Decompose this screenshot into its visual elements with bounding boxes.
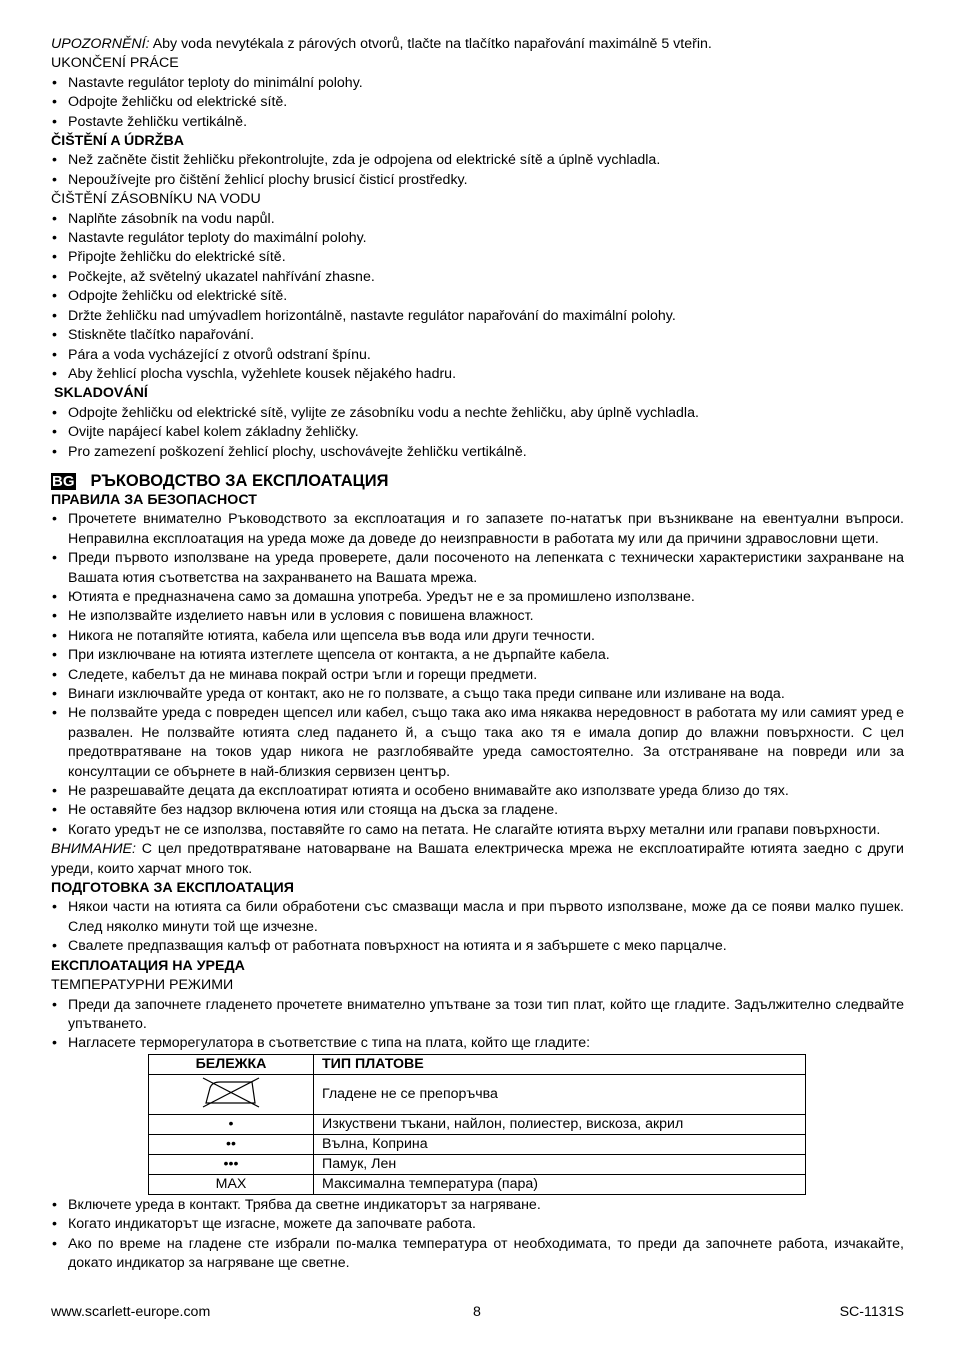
- list-item: • Nastavte regulátor teploty do minimální polohy.: [51, 74, 904, 93]
- list-item: • Някои части на ютията са били обработени със смазващи масла и при първото използване, може да се появи малко пушек. След няколко минути той ще изчезне.: [51, 898, 904, 937]
- bg-safety-list: [51, 510, 904, 840]
- cz-storage-title: SKLADOVÁNÍ: [54, 385, 148, 402]
- list-item: • Nepoužívejte pro čištění žehlicí plochy brusicí čisticí prostředky.: [51, 171, 904, 190]
- table-header-fabric: ТИП ПЛАТОВЕ: [314, 1054, 806, 1074]
- language-badge: BG: [52, 472, 75, 490]
- list-item: • Odpojte žehličku od elektrické sítě.: [51, 287, 904, 306]
- table-cell-mark: [149, 1074, 314, 1114]
- table-row: [149, 1174, 806, 1194]
- table-cell-fabric: Максимална температура (пара): [314, 1174, 806, 1194]
- cz-clean-title: ČIŠTĚNÍ A ÚDRŽBA: [51, 133, 184, 150]
- list-item: • Винаги изключвайте уреда от контакт, ако не го ползвате, а също така преди сипване или изливане на вода.: [51, 685, 904, 704]
- list-item: • Naplňte zásobník na vodu napůl.: [51, 210, 904, 229]
- list-item: • Не използвайте изделието навън или в условия с повишена влажност.: [51, 607, 904, 626]
- list-item: • Nastavte regulátor teploty do maximální polohy.: [51, 229, 904, 248]
- list-item: • Не ползвайте уреда с повреден щепсел или кабел, също така ако има някаква нередовност в работата му или самият уред е развален. Не ползвайте ютията след падането й, а също така ако тя е имала допир до влажни повърхности. С цел предотвратяване на токов удар никога не разглобявайте уреда самостоятелно. За отстраняване на повреди или за консултации се обърнете в най-близкия сервизен център.: [51, 704, 904, 782]
- table-cell-fabric: Гладене не се препоръчва: [314, 1074, 806, 1114]
- bg-attention: [51, 840, 904, 879]
- list-item: • Stiskněte tlačítko napařování.: [51, 326, 904, 345]
- model-number: SC-1131S: [839, 1304, 904, 1320]
- list-item: • Počkejte, až světelný ukazatel nahřívání zhasne.: [51, 268, 904, 287]
- bg-section-title: РЪКОВОДСТВО ЗА ЕКСПЛОАТАЦИЯ: [90, 471, 389, 490]
- list-item: • Когато индикаторът ще изгасне, можете да започвате работа.: [51, 1215, 904, 1234]
- cz-clean-list: [51, 151, 904, 190]
- cz-end-list: [51, 74, 904, 132]
- list-item: • Не оставяйте без надзор включена ютия или стояща на дъска за гладене.: [51, 801, 904, 820]
- fabric-temperature-table: [148, 1054, 806, 1195]
- list-item: • Připojte žehličku do elektrické sítě.: [51, 248, 904, 267]
- bg-use-title: ЕКСПЛОАТАЦИЯ НА УРЕДА: [51, 957, 245, 974]
- list-item: • Pára a voda vycházející z otvorů odstraní špínu.: [51, 346, 904, 365]
- cz-warning: [51, 35, 904, 54]
- list-item: • Postavte žehličku vertikálně.: [51, 113, 904, 132]
- bg-prep-list: [51, 898, 904, 956]
- list-item: • Odpojte žehličku od elektrické sítě, vylijte ze zásobníku vodu a nechte žehličku, aby úplně vychladla.: [51, 404, 904, 423]
- list-item: • Свалете предпазващия калъф от работната повърхност на ютията и я забършете с меко парцалче.: [51, 937, 904, 956]
- cz-end-title: UKONČENÍ PRÁCE: [51, 55, 179, 72]
- page-number: 8: [473, 1304, 481, 1320]
- list-item: • Držte žehličku nad umývadlem horizontálně, nastavte regulátor napařování do maximální polohy.: [51, 307, 904, 326]
- no-iron-icon: [200, 1076, 262, 1108]
- bg-section-heading: [51, 472, 904, 491]
- bg-attention-label: ВНИМАНИЕ:: [51, 841, 136, 858]
- list-item: • Прочетете внимателно Ръководството за експлоатация и го запазете по-нататък при възникване на евентуални въпроси. Неправилна експлоатация на уреда може да доведе до неизправности в работата му или да причини здравословни щети.: [51, 510, 904, 549]
- table-cell-fabric: Памук, Лен: [314, 1154, 806, 1174]
- list-item: • Нагласете терморегулатора в съответствие с типа на плата, който ще гладите:: [51, 1034, 904, 1053]
- list-item: • Pro zamezení poškození žehlicí plochy, uschovávejte žehličku vertikálně.: [51, 443, 904, 462]
- table-cell-mark: •: [149, 1114, 314, 1134]
- cz-storage-list: [51, 404, 904, 462]
- list-item: • Когато уредът не се използва, поставяйте го само на петата. Не слагайте ютията върху метални или грапави повърхности.: [51, 821, 904, 840]
- list-item: • Преди да започнете гладенето прочетете внимателно упътване за този тип плат, който ще гладите. Задължително следвайте упътването.: [51, 996, 904, 1035]
- list-item: • Ако по време на гладене сте избрали по-малка температура от необходимата, то преди да започнете работа, изчакайте, докато индикатор за нагряване ще светне.: [51, 1235, 904, 1274]
- table-row: [149, 1114, 806, 1134]
- table-cell-mark: MAX: [149, 1174, 314, 1194]
- table-cell-fabric: Изкуствени тъкани, найлон, полиестер, вискоза, акрил: [314, 1114, 806, 1134]
- bg-safety-title: ПРАВИЛА ЗА БЕЗОПАСНОСТ: [51, 491, 257, 508]
- table-header-note: БЕЛЕЖКА: [149, 1054, 314, 1074]
- list-item: • Ютията е предназначена само за домашна употреба. Уредът не е за промишлено използване.: [51, 588, 904, 607]
- bg-temp-list: [51, 996, 904, 1054]
- cz-tank-title: ČIŠTĚNÍ ZÁSOBNÍKU NA VODU: [51, 191, 261, 208]
- manual-page: [51, 35, 904, 1273]
- list-item: • Включете уреда в контакт. Трябва да светне индикаторът за нагряване.: [51, 1196, 904, 1215]
- bg-prep-title: ПОДГОТОВКА ЗА ЕКСПЛОАТАЦИЯ: [51, 880, 294, 897]
- list-item: • Никога не потапяйте ютията, кабела или щепсела във вода или други течности.: [51, 627, 904, 646]
- cz-warning-text: Aby voda nevytékala z párových otvorů, tlačte na tlačítko napařování maximálně 5 vteřin.: [149, 36, 712, 52]
- table-header-row: [149, 1054, 806, 1074]
- bg-temp-title: ТЕМПЕРАТУРНИ РЕЖИМИ: [51, 977, 234, 994]
- list-item: • Преди първото използване на уреда проверете, дали посоченото на лепенката с технически характеристики захранване на Вашата ютия съответства на захранването на Вашата мрежа.: [51, 549, 904, 588]
- cz-tank-list: [51, 210, 904, 385]
- table-cell-mark: •••: [149, 1154, 314, 1174]
- list-item: • Aby žehlicí plocha vyschla, vyžehlete kousek nějakého hadru.: [51, 365, 904, 384]
- list-item: • Не разрешавайте децата да експлоатират ютията и особено внимавайте ако използвате уреда близо до тях.: [51, 782, 904, 801]
- bg-attention-text: С цел предотвратяване натоварване на Вашата електрическа мрежа не експлоатирайте ютията заедно с други уреди, които харчат много ток.: [51, 841, 904, 877]
- list-item: • Než začněte čistit žehličku překontrolujte, zda je odpojena od elektrické sítě a úplně vychladla.: [51, 151, 904, 170]
- cz-warning-label: UPOZORNĚNÍ:: [51, 36, 150, 52]
- list-item: • При изключване на ютията изтеглете щепсела от контакта, а не дърпайте кабела.: [51, 646, 904, 665]
- footer-website[interactable]: www.scarlett-europe.com: [51, 1304, 211, 1320]
- list-item: • Ovijte napájecí kabel kolem základny žehličky.: [51, 423, 904, 442]
- table-row: [149, 1154, 806, 1174]
- list-item: • Odpojte žehličku od elektrické sítě.: [51, 93, 904, 112]
- table-row: [149, 1134, 806, 1154]
- table-cell-fabric: Вълна, Коприна: [314, 1134, 806, 1154]
- bg-after-list: [51, 1196, 904, 1274]
- list-item: • Следете, кабелът да не минава покрай остри ъгли и горещи предмети.: [51, 666, 904, 685]
- table-row: [149, 1074, 806, 1114]
- table-cell-mark: ••: [149, 1134, 314, 1154]
